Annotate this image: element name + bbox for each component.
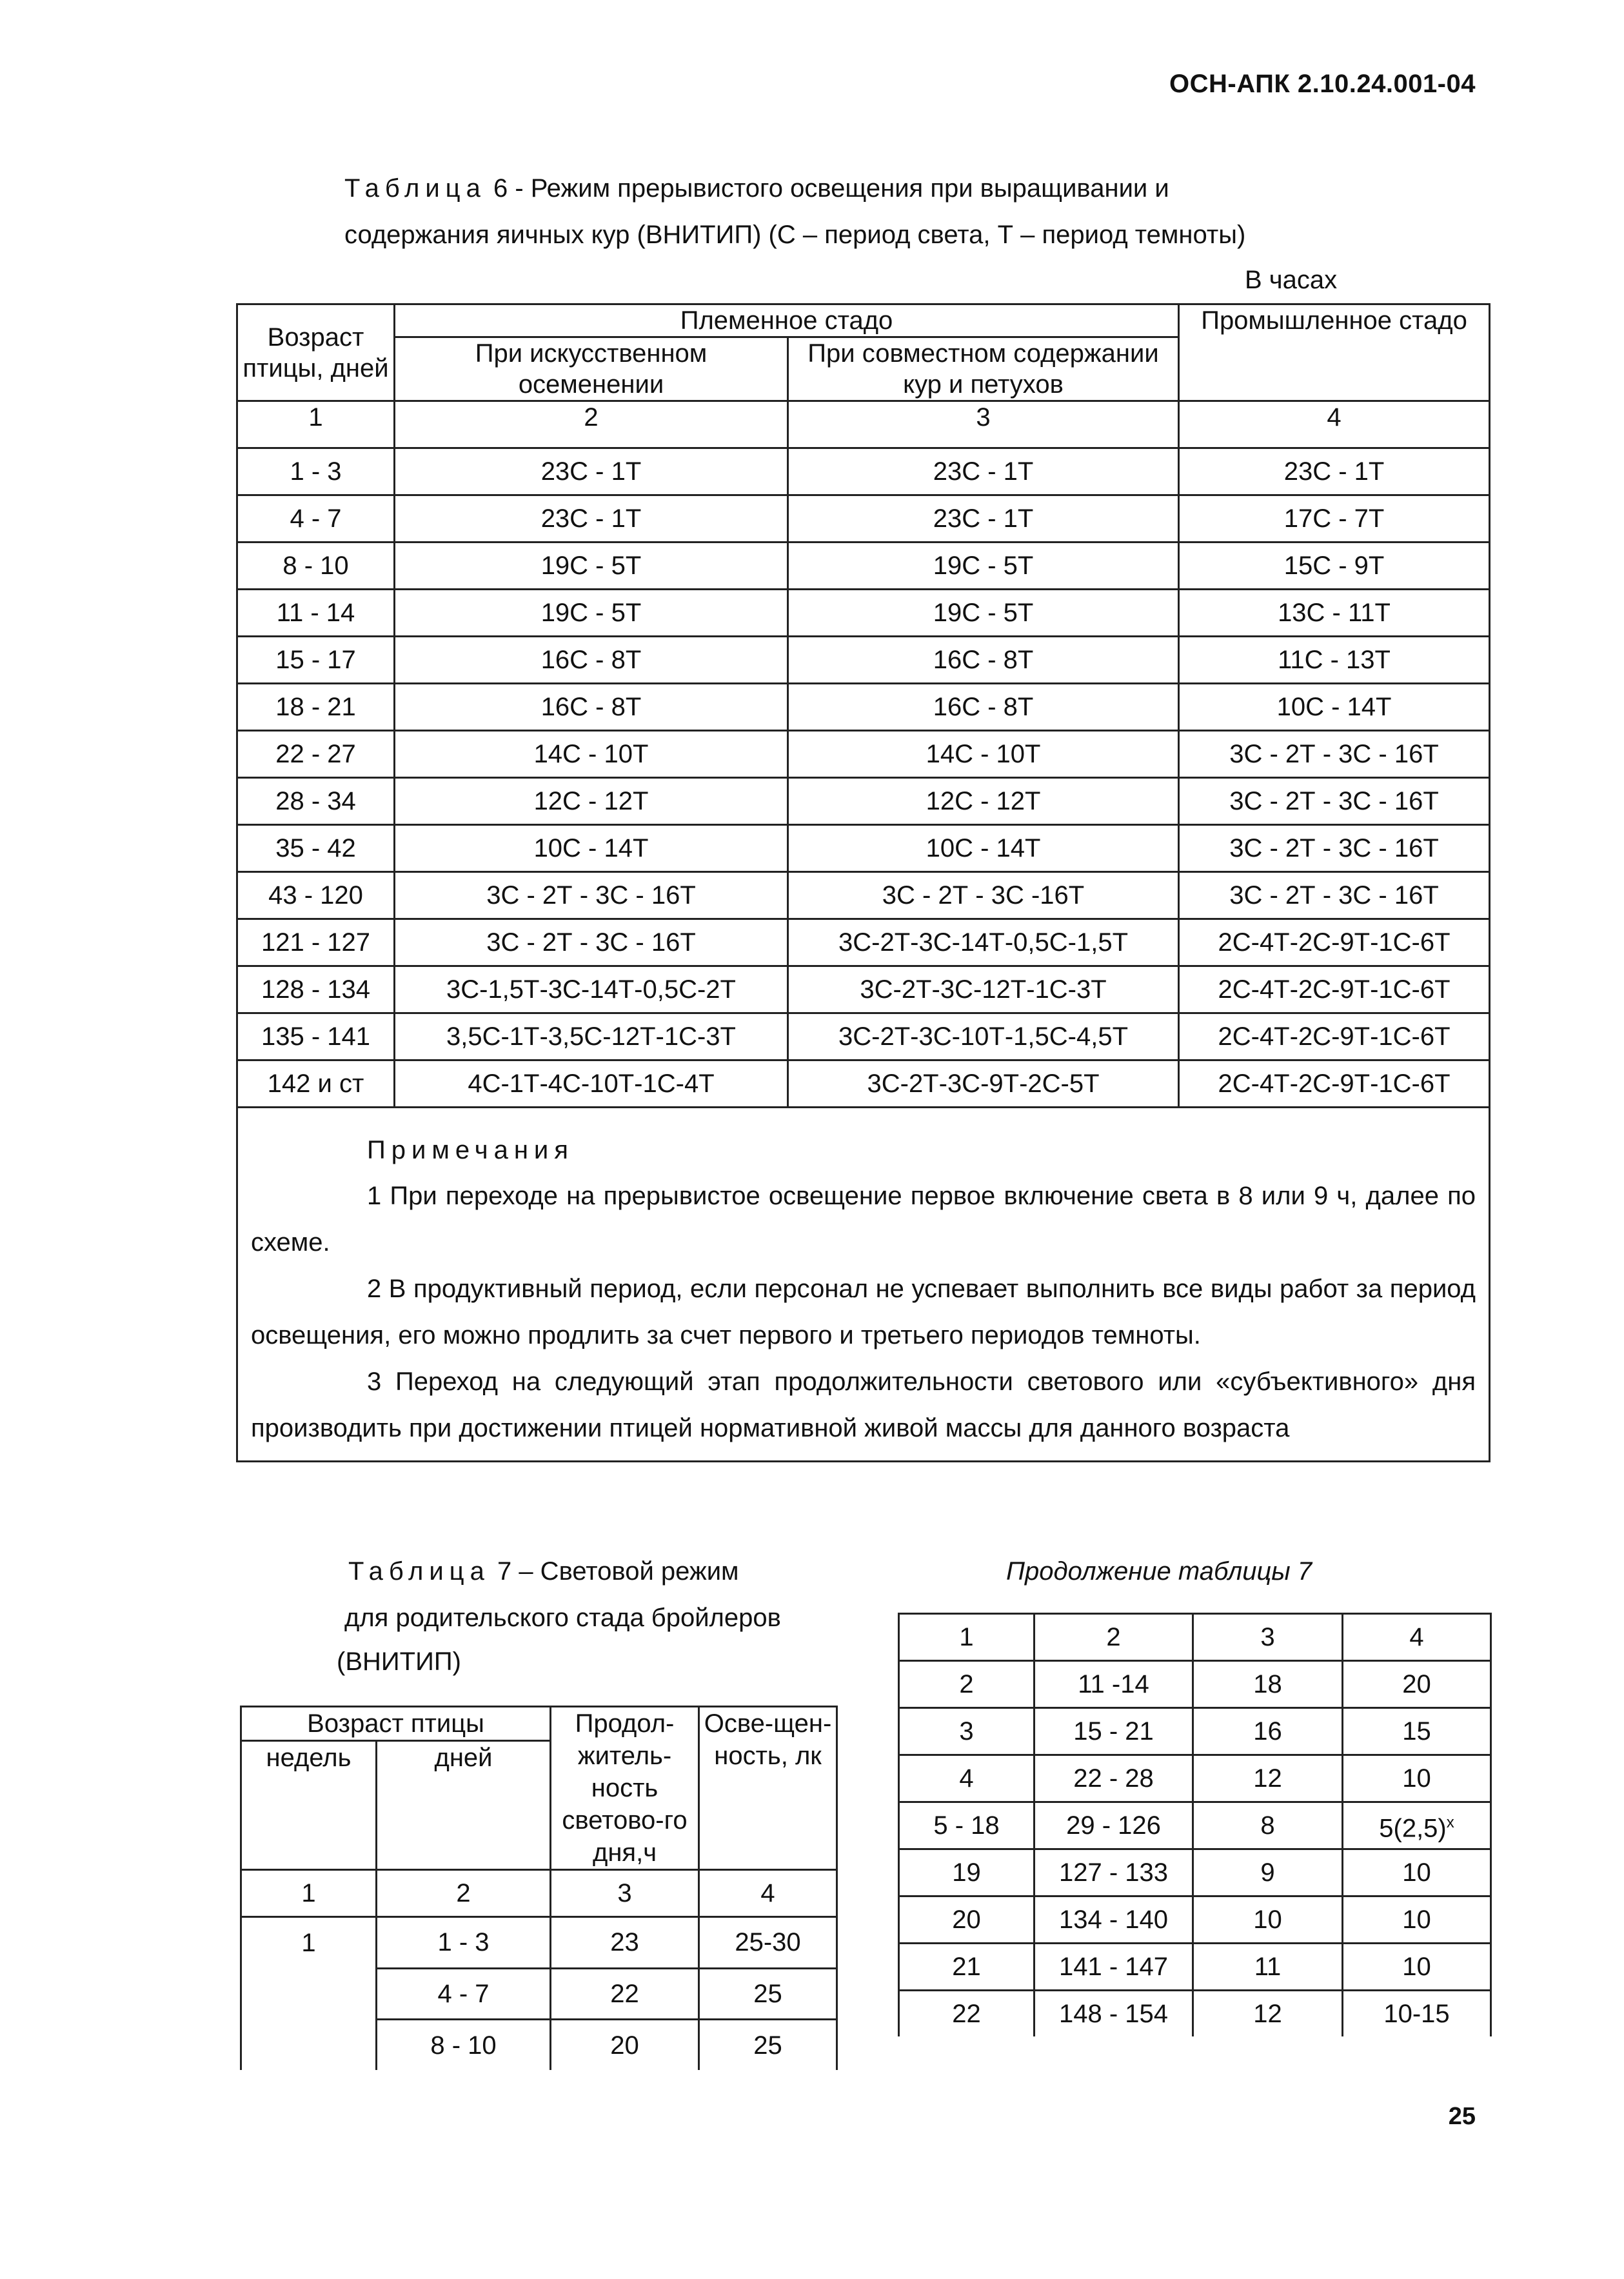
table6-cell: 2С-4Т-2С-9Т-1С-6Т <box>1179 919 1490 966</box>
table7c-row <box>899 1755 1491 1802</box>
table7c-cell-value: 10 <box>1402 1953 1431 1981</box>
table6-caption-line2: содержания яичных кур (ВНИТИП) (С – период света, Т – период темноты) <box>344 221 1246 249</box>
table6-colnum: 2 <box>395 401 788 448</box>
table7 <box>240 1706 838 2070</box>
table6-cell: 3С - 2Т - 3С - 16Т <box>1179 872 1490 919</box>
table6-colnum: 1 <box>237 401 395 448</box>
table7c-cell <box>1193 1944 1343 1991</box>
table6-head-artificial: При искусственном осеменении <box>395 337 788 401</box>
table6-cell: 18 - 21 <box>237 684 395 731</box>
table7c-cell <box>1343 1708 1491 1755</box>
table6-cell: 17С - 7Т <box>1179 495 1490 542</box>
table6-cell: 128 - 134 <box>237 966 395 1013</box>
table7-cell: 25 <box>699 2020 837 2070</box>
table6-row <box>237 731 1490 778</box>
table7c-cell <box>1193 1991 1343 2037</box>
table6-cell: 12С - 12Т <box>788 778 1179 825</box>
table7-colnum: 2 <box>377 1870 551 1917</box>
table7c-cell <box>1193 1849 1343 1896</box>
table7c-cell-value: 20 <box>1402 1670 1431 1698</box>
table7c-cell <box>899 1849 1035 1896</box>
table6-cell: 4С-1Т-4С-10Т-1С-4Т <box>395 1060 788 1108</box>
table7-cell: 23 <box>551 1917 699 1969</box>
table7c-cell-value: 5 - 18 <box>933 1811 1000 1840</box>
table6-cell: 2С-4Т-2С-9Т-1С-6Т <box>1179 966 1490 1013</box>
table7c-cell-value: 10 <box>1402 1858 1431 1887</box>
table6-cell: 8 - 10 <box>237 542 395 590</box>
table6-cell: 19С - 5Т <box>395 542 788 590</box>
table7c-cell <box>1035 1661 1193 1708</box>
table7c-cell-value: 15 - 21 <box>1073 1717 1154 1746</box>
table6-row <box>237 448 1490 495</box>
table7c-cell-value: 9 <box>1260 1858 1275 1887</box>
table7-cell: 1 <box>241 1917 377 2071</box>
table7-cell: 20 <box>551 2020 699 2070</box>
table6-head-joint: При совместном содержании кур и петухов <box>788 337 1179 401</box>
table6-cell: 23С - 1Т <box>395 448 788 495</box>
table7c-cell <box>1343 1849 1491 1896</box>
table6-cell: 12С - 12Т <box>395 778 788 825</box>
table6-row <box>237 542 1490 590</box>
table7c-colnum: 4 <box>1343 1614 1491 1661</box>
table6-row <box>237 872 1490 919</box>
table6-cell: 1 - 3 <box>237 448 395 495</box>
table6-cell: 11 - 14 <box>237 590 395 637</box>
table6-cell: 43 - 120 <box>237 872 395 919</box>
table7c-cell-value: 8 <box>1260 1811 1275 1840</box>
table6-notes <box>237 1108 1490 1462</box>
table6-cell: 16С - 8Т <box>395 637 788 684</box>
table6-cell: 23С - 1Т <box>788 495 1179 542</box>
table7-caption-title: 7 – Световой режим <box>490 1557 739 1586</box>
table6-colnum: 3 <box>788 401 1179 448</box>
table7c-row <box>899 1849 1491 1896</box>
table6-cell: 121 - 127 <box>237 919 395 966</box>
table6-cell: 23С - 1Т <box>788 448 1179 495</box>
table7c-cell <box>1035 1896 1193 1944</box>
table6-row <box>237 966 1490 1013</box>
table6-cell: 135 - 141 <box>237 1013 395 1060</box>
table6-cell: 15 - 17 <box>237 637 395 684</box>
table6-cell: 23С - 1Т <box>395 495 788 542</box>
table7c-cell-value: 10-15 <box>1383 2000 1450 2028</box>
table7-head-duration: Продол-житель-ность светово-го дня,ч <box>551 1707 699 1870</box>
table7c-cell <box>1035 1849 1193 1896</box>
table6-row <box>237 919 1490 966</box>
table6-cell: 28 - 34 <box>237 778 395 825</box>
table6-cell: 10С - 14Т <box>395 825 788 872</box>
table7c-cell <box>1193 1708 1343 1755</box>
table7c-cell <box>1343 1802 1491 1849</box>
table7c-row <box>899 1896 1491 1944</box>
table7c-cell <box>1343 1991 1491 2037</box>
footnote-mark: x <box>1446 1813 1454 1831</box>
table7c-cell <box>1343 1755 1491 1802</box>
table6-cell: 3С-2Т-3С-10Т-1,5С-4,5Т <box>788 1013 1179 1060</box>
table7c-cell-value: 10 <box>1402 1906 1431 1934</box>
table6-caption-title: 6 - Режим прерывистого освещения при выращивании и <box>486 174 1169 203</box>
table7-head-age: Возраст птицы <box>241 1707 551 1741</box>
table6-row <box>237 495 1490 542</box>
table6-cell: 19С - 5Т <box>788 590 1179 637</box>
table6-cell: 3С - 2Т - 3С -16Т <box>788 872 1179 919</box>
table7c-row <box>899 1802 1491 1849</box>
table6-cell: 14С - 10Т <box>395 731 788 778</box>
table6-cell: 2С-4Т-2С-9Т-1С-6Т <box>1179 1060 1490 1108</box>
table7c-cell <box>899 1661 1035 1708</box>
table6-cell: 19С - 5Т <box>788 542 1179 590</box>
table7c-cell-value: 127 - 133 <box>1058 1858 1169 1887</box>
table7c-cell <box>1343 1896 1491 1944</box>
table6-caption <box>344 165 1169 212</box>
table6-cell: 16С - 8Т <box>395 684 788 731</box>
table7-cell: 8 - 10 <box>377 2020 551 2070</box>
table7c-cell-value: 21 <box>952 1953 981 1981</box>
table7c-cell <box>899 1991 1035 2037</box>
table6-notes-title: Примечания <box>367 1136 574 1164</box>
table6-cell: 22 - 27 <box>237 731 395 778</box>
table6-cell: 3С-1,5Т-3С-14Т-0,5С-2Т <box>395 966 788 1013</box>
table6-head-breeding: Племенное стадо <box>395 304 1179 337</box>
table7-cell: 4 - 7 <box>377 1968 551 2020</box>
table7c-cell <box>1035 1944 1193 1991</box>
table6-cell: 142 и ст <box>237 1060 395 1108</box>
table6-cell: 3С - 2Т - 3С - 16Т <box>1179 731 1490 778</box>
table7c-cell-value: 12 <box>1253 2000 1282 2028</box>
table7c-cell <box>1343 1944 1491 1991</box>
table7-colnum: 1 <box>241 1870 377 1917</box>
document-code: ОСН-АПК 2.10.24.001-04 <box>1169 70 1476 98</box>
table7-continuation <box>898 1613 1492 2036</box>
table7-caption-label: Таблица <box>348 1557 490 1586</box>
table7c-row <box>899 1944 1491 1991</box>
table6-row <box>237 637 1490 684</box>
table7c-cell-value: 134 - 140 <box>1058 1906 1169 1934</box>
table6-row <box>237 1060 1490 1108</box>
table7c-cell-value: 10 <box>1253 1906 1282 1934</box>
table7-cell: 1 - 3 <box>377 1917 551 1969</box>
table6-row <box>237 590 1490 637</box>
table7c-cell <box>1035 1708 1193 1755</box>
table6-cell: 4 - 7 <box>237 495 395 542</box>
table7-head-days: дней <box>377 1741 551 1870</box>
table7c-cell <box>899 1708 1035 1755</box>
table7-caption-line3: (ВНИТИП) <box>337 1647 461 1676</box>
table6-cell: 35 - 42 <box>237 825 395 872</box>
table6-cell: 23С - 1Т <box>1179 448 1490 495</box>
table7c-cell <box>899 1896 1035 1944</box>
table6-cell: 3С - 2Т - 3С - 16Т <box>395 919 788 966</box>
table6-cell: 10С - 14Т <box>788 825 1179 872</box>
table6-units: В часах <box>1245 266 1338 294</box>
table7c-cell <box>1193 1896 1343 1944</box>
table7-head-weeks: недель <box>241 1741 377 1870</box>
table7c-cell <box>899 1802 1035 1849</box>
table6 <box>236 303 1490 1462</box>
table7-cell: 25-30 <box>699 1917 837 1969</box>
table6-cell: 16С - 8Т <box>788 684 1179 731</box>
table7c-cell-value: 22 <box>952 2000 981 2028</box>
table6-cell: 10С - 14Т <box>1179 684 1490 731</box>
table7c-cell-value: 18 <box>1253 1670 1282 1698</box>
table6-note: 1 При переходе на прерывистое освещение первое включение света в 8 или 9 ч, далее по схеме. <box>251 1182 1476 1257</box>
table7c-cell-value: 5(2,5) <box>1379 1814 1447 1843</box>
table6-cell: 3С-2Т-3С-14Т-0,5С-1,5Т <box>788 919 1179 966</box>
table7c-colnum: 1 <box>899 1614 1035 1661</box>
table6-cell: 3С - 2Т - 3С - 16Т <box>1179 825 1490 872</box>
table7c-cell <box>1193 1661 1343 1708</box>
table7c-cell-value: 2 <box>959 1670 974 1698</box>
table6-cell: 3С - 2Т - 3С - 16Т <box>1179 778 1490 825</box>
table7c-cell-value: 4 <box>959 1764 974 1793</box>
table7c-cell-value: 16 <box>1253 1717 1282 1746</box>
table6-note: 3 Переход на следующий этап продолжительности светового или «субъективного» дня производить при достижении птицей нормативной живой массы для данного возраста <box>251 1368 1476 1442</box>
table7c-cell <box>899 1944 1035 1991</box>
table7-colnum: 4 <box>699 1870 837 1917</box>
table7-caption-line2: для родительского стада бройлеров <box>344 1604 781 1632</box>
table6-row <box>237 1013 1490 1060</box>
table7c-row <box>899 1991 1491 2037</box>
table7-cell: 22 <box>551 1968 699 2020</box>
table7c-cell-value: 3 <box>959 1717 974 1746</box>
table7c-cell <box>1035 1991 1193 2037</box>
table7c-cell-value: 15 <box>1402 1717 1431 1746</box>
table6-cell: 16С - 8Т <box>788 637 1179 684</box>
table7c-cell <box>1343 1661 1491 1708</box>
table6-row <box>237 778 1490 825</box>
table7c-cell-value: 10 <box>1402 1764 1431 1793</box>
page-number: 25 <box>1448 2103 1476 2130</box>
table7-caption <box>348 1548 739 1595</box>
table6-row <box>237 684 1490 731</box>
table6-cell: 15С - 9Т <box>1179 542 1490 590</box>
table6-row <box>237 825 1490 872</box>
table6-head-industrial: Промышленное стадо <box>1179 304 1490 401</box>
table7c-row <box>899 1661 1491 1708</box>
table7c-cell-value: 12 <box>1253 1764 1282 1793</box>
table7-cell: 25 <box>699 1968 837 2020</box>
table6-cell: 2С-4Т-2С-9Т-1С-6Т <box>1179 1013 1490 1060</box>
table7c-cell-value: 22 - 28 <box>1073 1764 1154 1793</box>
table6-caption-label: Таблица <box>344 174 486 203</box>
table6-head-age: Возраст птицы, дней <box>237 304 395 401</box>
table7c-cell <box>1035 1802 1193 1849</box>
table7c-colnum: 2 <box>1035 1614 1193 1661</box>
table7c-cell-value: 29 - 126 <box>1066 1811 1161 1840</box>
table7c-row <box>899 1708 1491 1755</box>
table7c-cell <box>899 1755 1035 1802</box>
table7c-cell-value: 141 - 147 <box>1058 1953 1169 1981</box>
table6-cell: 13С - 11Т <box>1179 590 1490 637</box>
table6-cell: 3,5С-1Т-3,5С-12Т-1С-3Т <box>395 1013 788 1060</box>
table7c-cell <box>1193 1755 1343 1802</box>
table7c-cell <box>1035 1755 1193 1802</box>
table7c-cell <box>1193 1802 1343 1849</box>
table6-cell: 3С - 2Т - 3С - 16Т <box>395 872 788 919</box>
table6-cell: 14С - 10Т <box>788 731 1179 778</box>
table6-cell: 11С - 13Т <box>1179 637 1490 684</box>
table7c-cell-value: 148 - 154 <box>1058 2000 1169 2028</box>
table6-cell: 19С - 5Т <box>395 590 788 637</box>
table7c-cell-value: 11 -14 <box>1078 1670 1149 1698</box>
table7c-cell-value: 19 <box>952 1858 981 1887</box>
table6-note: 2 В продуктивный период, если персонал не успевает выполнить все виды работ за период освещения, его можно продлить за счет первого и третьего периодов темноты. <box>251 1275 1476 1349</box>
table6-cell: 3С-2Т-3С-9Т-2С-5Т <box>788 1060 1179 1108</box>
table6-cell: 3С-2Т-3С-12Т-1С-3Т <box>788 966 1179 1013</box>
table7-head-illumination: Осве-щен-ность, лк <box>699 1707 837 1870</box>
table7c-cell-value: 20 <box>952 1906 981 1934</box>
table7c-colnum: 3 <box>1193 1614 1343 1661</box>
table7-colnum: 3 <box>551 1870 699 1917</box>
table6-colnum: 4 <box>1179 401 1490 448</box>
table7-continuation-caption: Продолжение таблицы 7 <box>1006 1557 1312 1586</box>
table7c-cell-value: 11 <box>1254 1953 1282 1981</box>
